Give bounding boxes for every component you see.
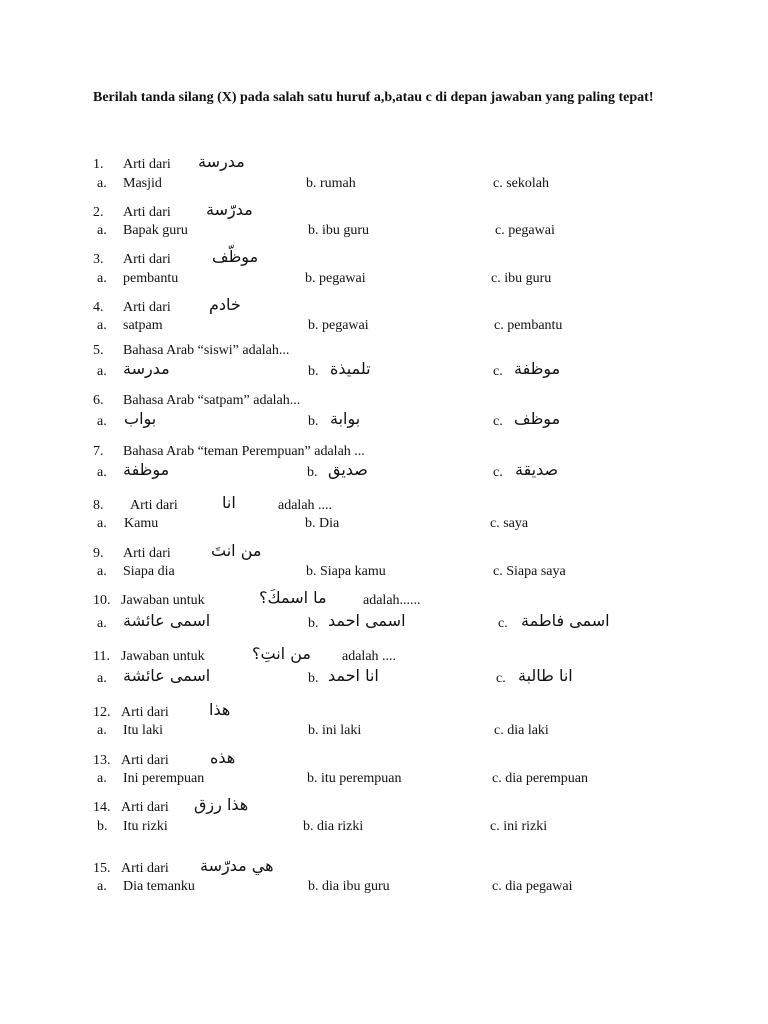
question-arabic: موظّف [212,247,259,266]
option-c: موظف [514,409,561,428]
option-b-letter: b. [308,414,319,429]
option-a: Siapa dia [123,564,175,579]
question-number: 10. [93,593,111,608]
option-c: c. ini rizki [490,819,548,834]
option-c: صديقة [515,460,559,479]
option-a: Kamu [124,516,159,531]
option-a-letter: a. [97,271,107,286]
option-a: Masjid [123,176,162,191]
question-number: 14. [93,800,111,815]
question-arabic: هذا [209,700,231,719]
question-text: Jawaban untuk [121,649,205,664]
question-number: 9. [93,546,104,561]
option-a-letter: a. [97,616,107,631]
option-a-letter: a. [97,176,107,191]
option-b: b. Dia [305,516,340,531]
option-b: تلميذة [330,359,371,378]
option-b: b. dia ibu guru [308,879,390,894]
question-number: 13. [93,753,111,768]
option-c: اسمى فاطمة [521,611,610,630]
question-arabic: انا [222,493,236,512]
question-arabic: ما اسمكَ؟ [259,588,327,607]
question-number: 8. [93,498,104,513]
option-a-letter: a. [97,414,107,429]
option-a: موظفة [123,460,170,479]
option-c: c. dia pegawai [492,879,573,894]
question-number: 11. [93,649,110,664]
question-text: Arti dari [121,753,169,768]
option-a: اسمى عائشة [123,611,211,630]
option-b: b. ibu guru [308,223,370,238]
question-number: 6. [93,393,104,408]
option-b-letter: b. [307,465,318,480]
question-suffix: adalah .... [278,498,333,513]
option-b: b. Siapa kamu [306,564,386,579]
question-text: Arti dari [123,205,171,220]
question-suffix: adalah...... [363,593,421,608]
option-c: موظفة [514,359,561,378]
option-b: b. ini laki [308,723,362,738]
option-a-letter: a. [97,318,107,333]
option-c: c. ibu guru [491,271,552,286]
option-b: انا احمد [328,666,379,685]
option-b: b. pegawai [308,318,369,333]
option-b: بوابة [330,409,361,428]
option-b: b. itu perempuan [307,771,402,786]
option-c: c. dia perempuan [492,771,589,786]
option-a: satpam [123,318,163,333]
question-text: Bahasa Arab “siswi” adalah... [123,343,290,358]
option-b: b. pegawai [305,271,366,286]
question-arabic: مدرسة [198,152,245,171]
option-c-letter: c. [498,616,508,631]
option-a: Itu rizki [123,819,168,834]
question-number: 5. [93,343,104,358]
question-suffix: adalah .... [342,649,397,664]
option-b: b. dia rizki [303,819,364,834]
question-text: Jawaban untuk [121,593,205,608]
option-a-letter: a. [97,564,107,579]
option-a-letter: a. [97,516,107,531]
option-b-letter: b. [308,671,319,686]
option-c-letter: c. [496,671,506,686]
question-text: Bahasa Arab “satpam” adalah... [123,393,301,408]
question-text: Arti dari [121,861,169,876]
option-b: b. rumah [306,176,356,191]
option-c: c. pegawai [495,223,555,238]
question-text: Arti dari [123,252,171,267]
question-arabic: هذه [210,748,236,767]
option-b-letter: b. [308,616,319,631]
question-text: Bahasa Arab “teman Perempuan” adalah ... [123,444,365,459]
option-c-letter: c. [493,414,503,429]
option-c-letter: c. [493,465,503,480]
option-c: انا طالبة [518,666,573,685]
option-c: c. pembantu [494,318,563,333]
option-c: c. Siapa saya [493,564,566,579]
question-arabic: هذا رزق [194,795,249,814]
option-a: مدرسة [123,359,170,378]
option-a: pembantu [123,271,179,286]
option-a: Itu laki [123,723,164,738]
question-number: 7. [93,444,104,459]
option-a-letter: a. [97,364,107,379]
question-number: 1. [93,157,104,172]
question-number: 3. [93,252,104,267]
question-number: 12. [93,705,111,720]
option-b-letter: b. [308,364,319,379]
option-a: بواب [124,409,157,428]
question-arabic: من انتِ؟ [252,644,311,663]
question-arabic: خادم [209,295,241,314]
question-number: 15. [93,861,111,876]
question-arabic: هي مدرّسة [200,856,274,875]
question-text: Arti dari [130,498,178,513]
option-b: اسمى احمد [328,611,406,630]
option-a-letter: a. [97,723,107,738]
question-arabic: مدرّسة [206,200,253,219]
question-number: 4. [93,300,104,315]
question-text: Arti dari [123,300,171,315]
question-text: Arti dari [123,546,171,561]
question-number: 2. [93,205,104,220]
question-arabic: من انتَ [211,541,262,560]
option-a: Ini perempuan [123,771,205,786]
option-a-letter: a. [97,465,107,480]
option-a: Bapak guru [123,223,188,238]
option-c: c. sekolah [493,176,549,191]
question-text: Arti dari [121,705,169,720]
option-a-letter: a. [97,671,107,686]
instruction-text: Berilah tanda silang (X) pada salah satu huruf a,b,atau c di depan jawaban yang paling tepat! [93,90,654,105]
option-c-letter: c. [493,364,503,379]
option-a-letter: a. [97,223,107,238]
option-a: Dia temanku [123,879,195,894]
option-c: c. dia laki [494,723,549,738]
option-a-letter: a. [97,879,107,894]
option-c: c. saya [490,516,529,531]
option-a: اسمى عائشة [123,666,211,685]
option-a-letter: b. [97,819,108,834]
option-a-letter: a. [97,771,107,786]
option-b: صديق [328,460,368,479]
question-text: Arti dari [123,157,171,172]
question-text: Arti dari [121,800,169,815]
